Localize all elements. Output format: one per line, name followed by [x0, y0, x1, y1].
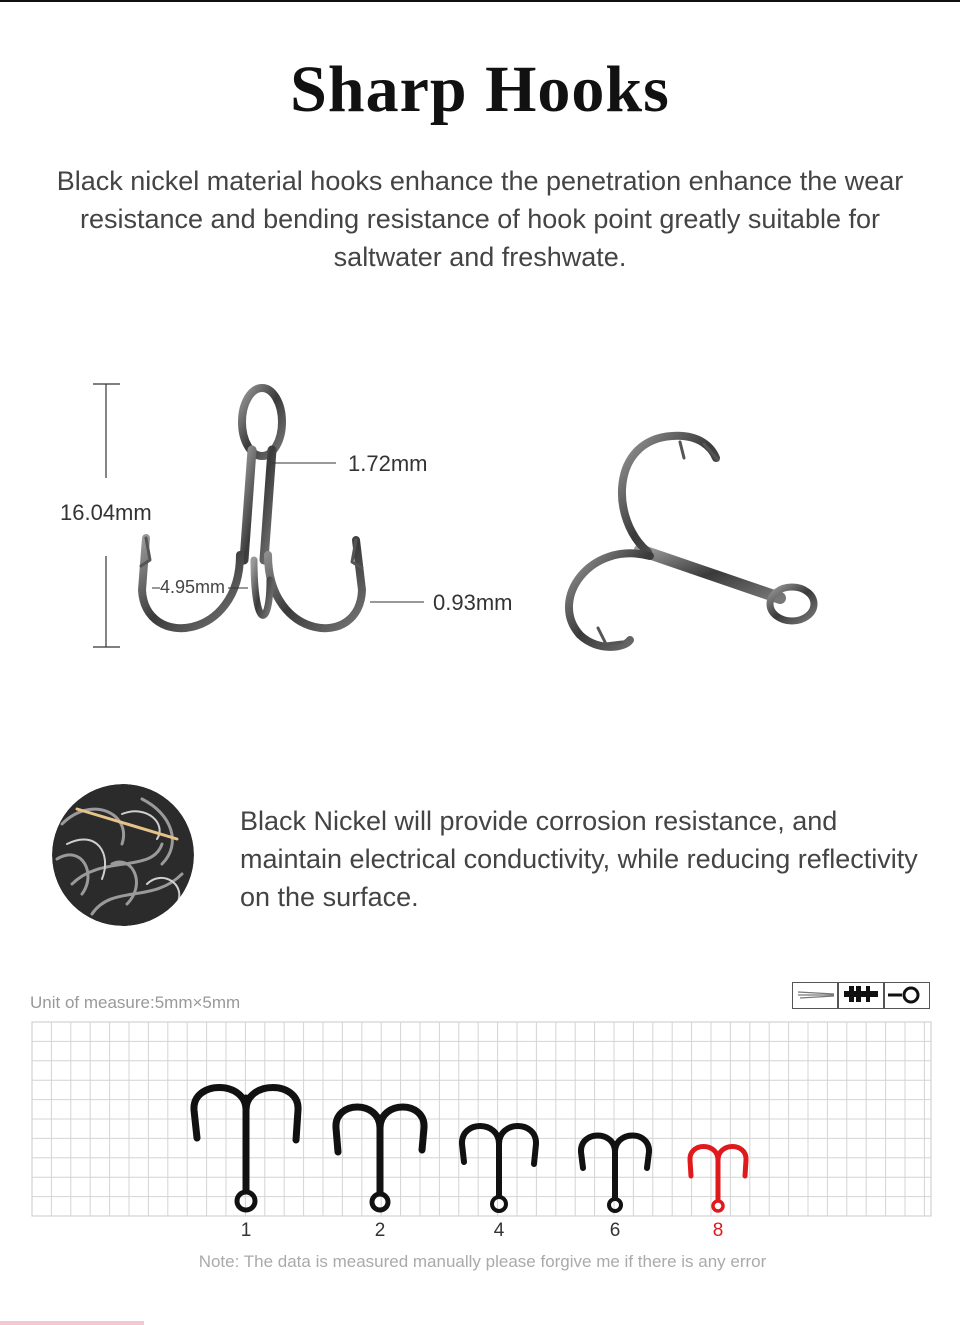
size-label-2: 2	[374, 1220, 386, 1241]
hook-type-legend	[792, 982, 932, 1010]
treble-hook-side	[569, 436, 814, 647]
measurement-note: Note: The data is measured manually please forgive me if there is any error	[198, 1252, 767, 1271]
top-divider	[0, 0, 960, 2]
size-label-4: 4	[493, 1220, 505, 1241]
black-nickel-swatch-image	[52, 784, 194, 926]
eye-wire-label: 1.72mm	[348, 451, 428, 476]
intro-paragraph: Black nickel material hooks enhance the penetration enhance the wear resistance and bending resistance of hook point greatly suitable for saltwater and freshwate.	[56, 166, 904, 272]
gap-label: 4.95mm	[160, 577, 226, 597]
bottom-divider	[0, 1321, 960, 1325]
unit-of-measure-label: Unit of measure:5mm×5mm	[30, 993, 241, 1012]
black-nickel-description: Black Nickel will provide corrosion resistance, and maintain electrical conductivity, while reducing reflectivity on the surface.	[240, 806, 918, 912]
page-title: Sharp Hooks	[290, 53, 670, 126]
size-label-1: 1	[240, 1220, 252, 1241]
wire-label: 0.93mm	[433, 590, 513, 615]
height-label: 16.04mm	[60, 500, 152, 525]
size-label-8: 8	[712, 1220, 724, 1241]
size-label-6: 6	[609, 1220, 621, 1241]
measurement-grid	[0, 1015, 960, 1220]
